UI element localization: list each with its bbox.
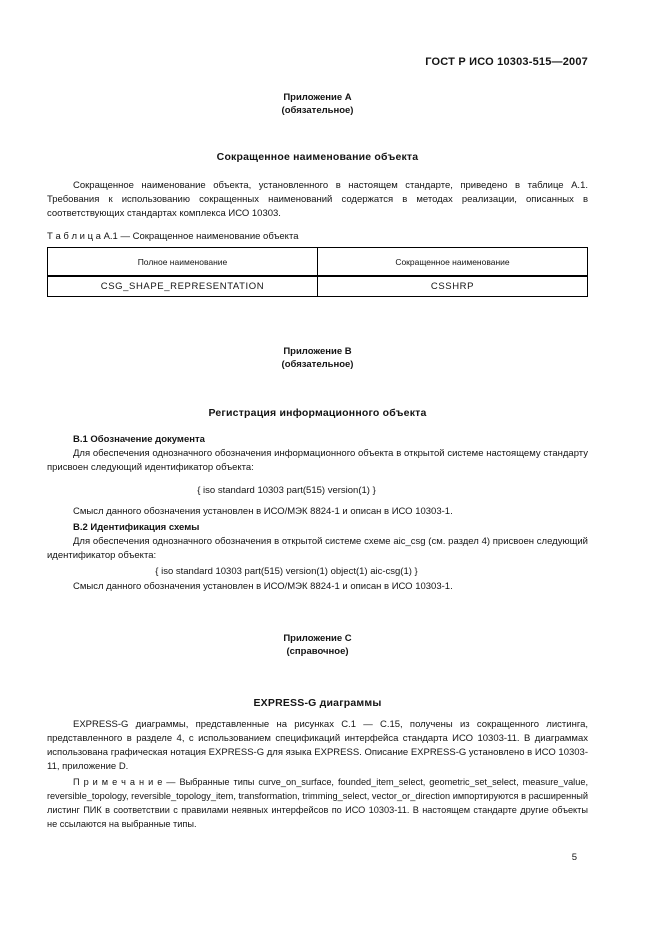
b1-object-identifier: { iso standard 10303 part(515) version(1) } [197,485,376,496]
table-a1 [47,247,588,297]
b2-meaning-note: Смысл данного обозначения установлен в ИСО/МЭК 8824-1 и описан в ИСО 10303-1. [73,581,453,592]
b1-meaning-note: Смысл данного обозначения установлен в ИСО/МЭК 8824-1 и описан в ИСО 10303-1. [73,506,453,517]
annex-b-title: Приложение В [283,346,352,357]
annex-a-heading: Сокращенное наименование объекта [216,151,419,163]
annex-a-paragraph: Сокращенное наименование объекта, установленного в настоящем стандарте, приведено в таблице А.1. Требования к использованию сокращенных наименований содержатся в методах реализации, описанных в соответствующих стандартах комплекса ИСО 10303. [47,180,588,219]
table-header-short-name: Сокращенное наименование [318,248,588,277]
annex-a-title: Приложение А [283,92,352,103]
annex-b-heading: Регистрация информационного объекта [208,407,427,419]
table-row [48,276,588,297]
table-header-row [48,248,588,277]
running-header: ГОСТ Р ИСО 10303-515—2007 [425,56,588,68]
annex-b-subtitle: (обязательное) [281,359,354,370]
cell-full-name: CSG_SHAPE_REPRESENTATION [48,276,318,297]
annex-c-title-block [47,632,588,658]
annex-c-note: П р и м е ч а н и е — Выбранные типы curve_on_surface, founded_item_select, geometric_set_select, measure_value, reversible_topology, reversible_topology_item, transformation, trimming_select, vector_or_direction импортируются в расширенный листинг ПИК в соответствии с правилами неявных интерфейсов по ИСО 10303-11. В настоящем стандарте другие объекты не ссылаются на выбранные типы. [47,777,588,829]
b2-object-identifier: { iso standard 10303 part(515) version(1) object(1) aic-csg(1) } [155,566,418,577]
annex-c-subtitle: (справочное) [286,646,349,657]
cell-short-name: CSSHRP [430,281,475,292]
section-b2-paragraph: Для обеспечения однозначного обозначения в открытой системе схеме aic_csg (см. раздел 4) присвоен следующий идентификатор объекта: [47,536,588,561]
annex-a-subtitle: (обязательное) [281,105,354,116]
table-header-full-name: Полное наименование [48,248,318,277]
annex-a-title-block [47,91,588,117]
annex-c-paragraph: EXPRESS-G диаграммы, представленные на рисунках С.1 — С.15, получены из сокращенного листинга, представленного в разделе 4, с использованием спецификаций интерфейса стандарта ИСО 10303-11. В диаграммах использована графическая нотация EXPRESS-G для языка EXPRESS. Описание EXPRESS-G установлено в ИСО 10303-11, приложение D. [47,719,588,772]
section-b1-heading: В.1 Обозначение документа [73,434,205,445]
page-number: 5 [571,852,577,863]
section-b2-heading: В.2 Идентификация схемы [73,522,200,533]
annex-c-title: Приложение С [283,633,352,644]
annex-c-heading: EXPRESS-G диаграммы [253,697,382,709]
annex-b-title-block [47,345,588,371]
table-a1-caption: Т а б л и ц а А.1 — Сокращенное наименование объекта [47,231,299,242]
section-b1-paragraph: Для обеспечения однозначного обозначения информационного объекта в открытой системе настоящему стандарту присвоен следующий идентификатор объекта: [47,448,588,473]
